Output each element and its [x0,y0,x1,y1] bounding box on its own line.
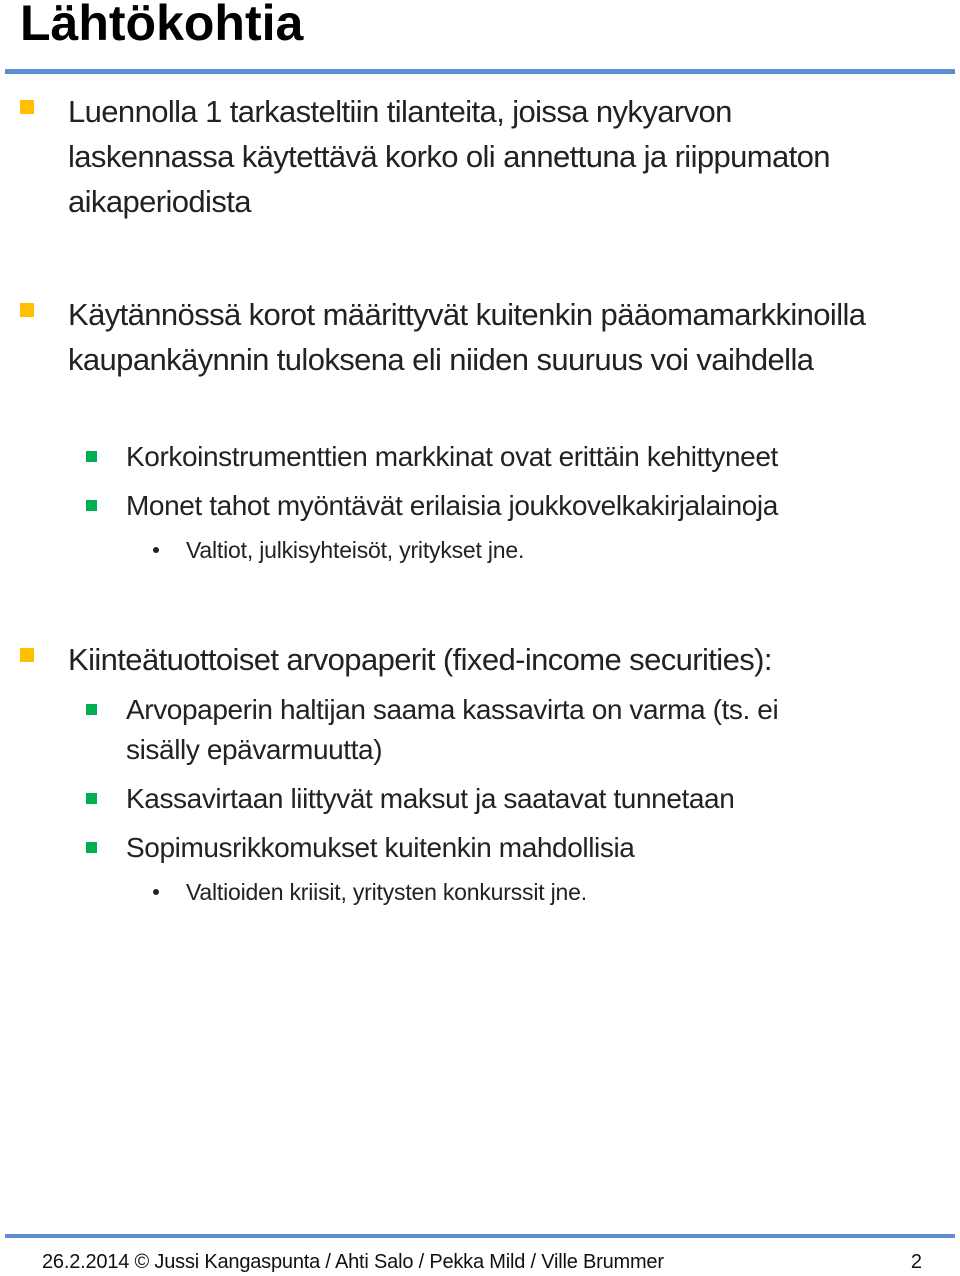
slide-title: Lähtökohtia [20,0,304,51]
square-bullet-icon [20,648,34,662]
round-bullet-icon [153,547,159,553]
page-number: 2 [910,1251,922,1273]
round-bullet-icon [153,889,159,895]
square-bullet-icon [20,100,34,114]
square-bullet-icon [20,303,34,317]
bullet-level2: Sopimusrikkomukset kuitenkin mahdollisia [126,832,635,863]
bullet-level2: Monet tahot myöntävät erilaisia joukkovelkakirjalainoja [126,490,778,521]
bullet-level1: Luennolla 1 tarkasteltiin tilanteita, joissa nykyarvon laskennassa käytettävä korko oli annettuna ja riippumaton aikaperiodista [68,94,830,219]
bullet-level3: Valtiot, julkisyhteisöt, yritykset jne. [186,537,525,563]
square-bullet-icon [86,793,97,804]
square-bullet-icon [86,451,97,462]
bullet-level1: Käytännössä korot määrittyvät kuitenkin pääomamarkkinoilla kaupankäynnin tuloksena eli niiden suuruus voi vaihdella [68,297,866,377]
title-divider [5,69,955,74]
bullet-level1: Kiinteätuottoiset arvopaperit (fixed-income securities): [68,642,772,677]
bullet-level2: Arvopaperin haltijan saama kassavirta on varma (ts. ei sisälly epävarmuutta) [126,694,779,765]
square-bullet-icon [86,704,97,715]
square-bullet-icon [86,500,97,511]
bullet-level2: Korkoinstrumenttien markkinat ovat erittäin kehittyneet [126,441,778,472]
footer-text: 26.2.2014 © Jussi Kangaspunta / Ahti Salo / Pekka Mild / Ville Brummer [42,1251,664,1273]
square-bullet-icon [86,842,97,853]
footer-divider [5,1234,955,1238]
bullet-level2: Kassavirtaan liittyvät maksut ja saatavat tunnetaan [126,783,735,814]
bullet-level3: Valtioiden kriisit, yritysten konkurssit jne. [186,879,587,905]
